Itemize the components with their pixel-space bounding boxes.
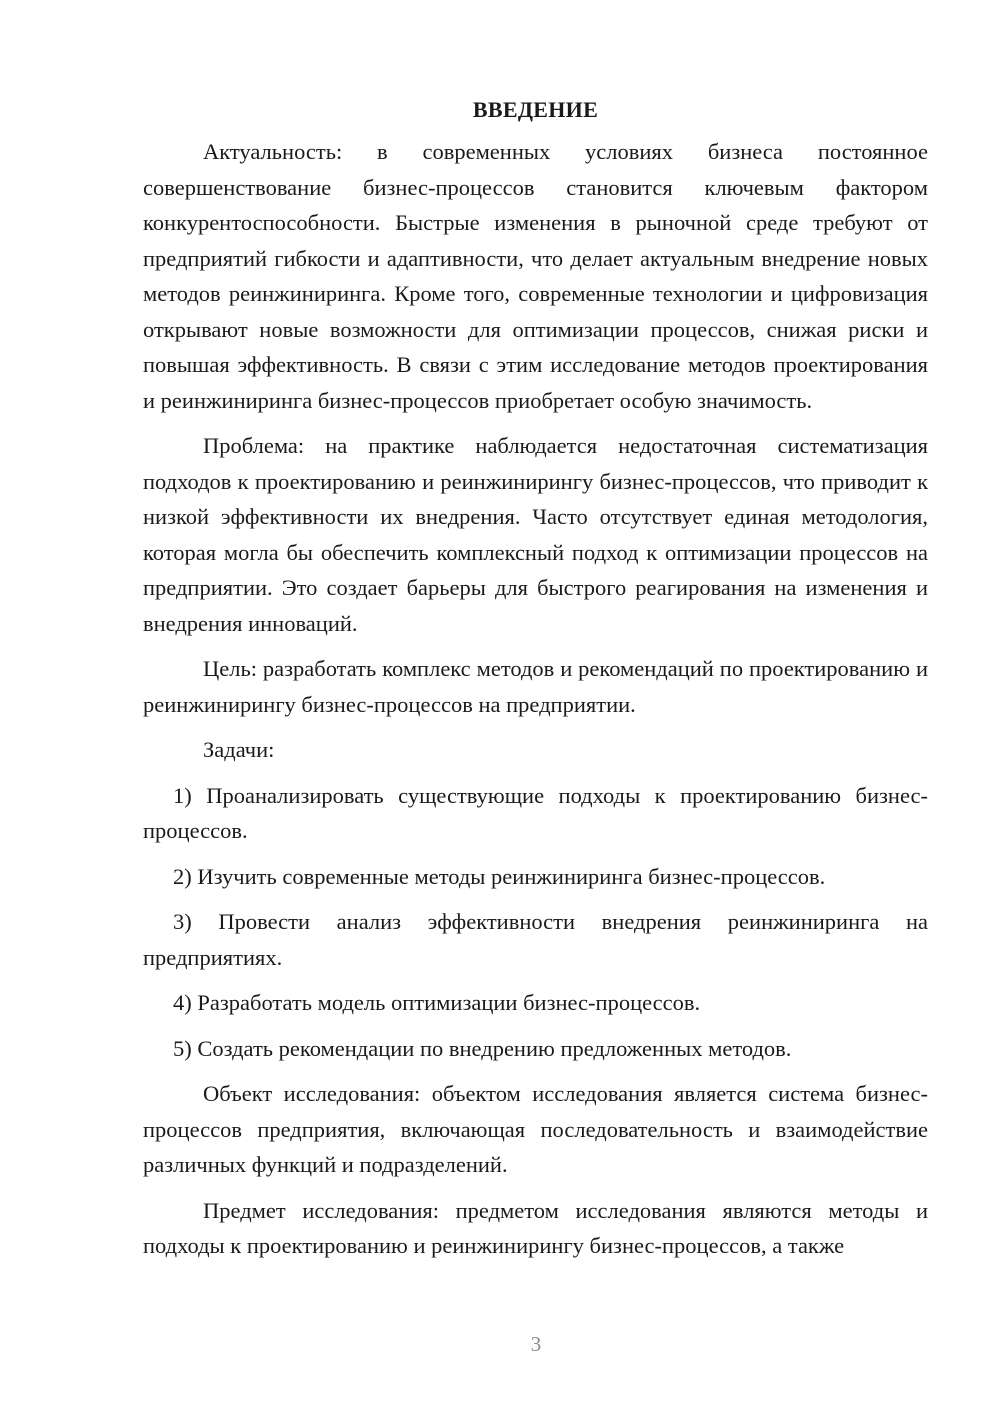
task-item-4: 4) Разработать модель оптимизации бизнес-процессов. — [173, 990, 701, 1015]
page-number: 3 — [530, 1332, 542, 1356]
task-item-1: 1) Проанализировать существующие подходы к проектированию бизнес-процессов. — [143, 782, 928, 843]
task-item-3: 3) Провести анализ эффективности внедрения реинжиниринга на предприятиях. — [143, 909, 928, 970]
document-page — [143, 92, 928, 1274]
tasks-label: Задачи: — [203, 737, 275, 762]
task-item-2: 2) Изучить современные методы реинжиниринга бизнес-процессов. — [173, 863, 826, 889]
paragraph-goal: Цель: разработать комплекс методов и рекомендаций по проектированию и реинжинирингу бизнес-процессов на предприятии. — [143, 656, 928, 717]
page-title: ВВЕДЕНИЕ — [472, 97, 599, 122]
paragraph-relevance: Актуальность: в современных условиях бизнеса постоянное совершенствование бизнес-процессов становится ключевым фактором конкурентоспособности. Быстрые изменения в рыночной среде требуют от предприятий гибкости и адаптивности, что делает актуальным внедрение новых методов реинжиниринга. Кроме того, современные технологии и цифровизация открывают новые возможности для оптимизации процессов, снижая риски и повышая эффективность. В связи с этим исследование методов проектирования и реинжиниринга бизнес-процессов приобретает особую значимость. — [143, 139, 928, 413]
task-item-5: 5) Создать рекомендации по внедрению предложенных методов. — [173, 1035, 792, 1061]
paragraph-subject: Предмет исследования: предметом исследования являются методы и подходы к проектированию и реинжинирингу бизнес-процессов, а также — [143, 1197, 928, 1258]
paragraph-problem: Проблема: на практике наблюдается недостаточная систематизация подходов к проектированию и реинжинирингу бизнес-процессов, что приводит к низкой эффективности их внедрения. Часто отсутствует единая методология, которая могла бы обеспечить комплексный подход к оптимизации процессов на предприятии. Это создает барьеры для быстрого реагирования на изменения и внедрения инноваций. — [143, 433, 928, 636]
paragraph-object: Объект исследования: объектом исследования является система бизнес-процессов предприятия, включающая последовательность и взаимодействие различных функций и подразделений. — [143, 1081, 928, 1177]
